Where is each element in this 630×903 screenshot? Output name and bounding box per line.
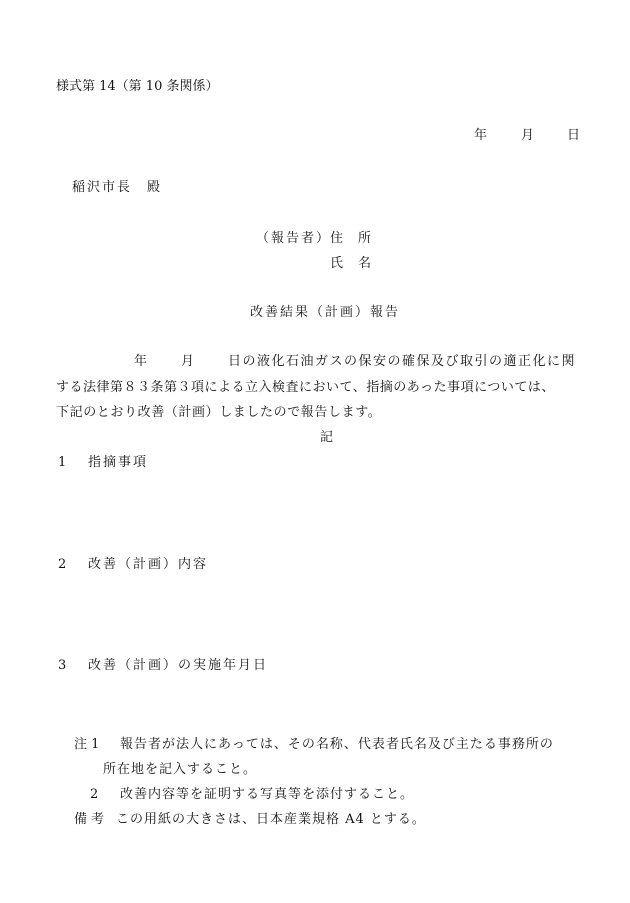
- reporter-address-label: 住 所: [330, 231, 373, 246]
- date-month: 月: [521, 128, 535, 143]
- remarks-label: 備考: [74, 812, 109, 827]
- ki-heading: 記: [320, 430, 334, 445]
- note-1-line1: 報告者が法人にあっては、その名称、代表者氏名及び主たる事務所の: [120, 737, 554, 752]
- date-year: 年: [474, 128, 488, 143]
- note-2-text: 改善内容等を証明する写真等を添付すること。: [120, 787, 415, 802]
- date-day: 日: [567, 128, 581, 143]
- remarks-text: この用紙の大きさは、日本産業規格 A4 とする。: [116, 812, 426, 827]
- document-title: 改善結果（計画）報告: [250, 305, 401, 320]
- body-line3: 下記のとおり改善（計画）しましたので報告します。: [56, 405, 382, 420]
- section-3-label: 改善（計画）の実施年月日: [88, 658, 269, 673]
- reporter-prefix: （報告者）: [256, 231, 332, 246]
- section-3-number: 3: [58, 658, 67, 673]
- section-2-label: 改善（計画）内容: [88, 557, 209, 572]
- note-1-label: 注 1: [74, 737, 100, 752]
- section-2-number: 2: [58, 557, 67, 572]
- addressee: 稲沢市長 殿: [72, 180, 163, 195]
- body-month: 月: [181, 354, 195, 369]
- section-1-number: 1: [58, 455, 67, 470]
- body-year: 年: [134, 354, 148, 369]
- section-1-label: 指摘事項: [88, 455, 149, 470]
- form-number: 様式第 14（第 10 条関係）: [56, 79, 219, 94]
- note-1-line2: 所在地を記入すること。: [103, 762, 258, 777]
- note-2-label: 2: [90, 787, 99, 802]
- reporter-name-label: 氏 名: [330, 256, 373, 271]
- body-line1: 日の液化石油ガスの保安の確保及び取引の適正化に関: [228, 354, 577, 369]
- body-line2: する法律第８３条第３項による立入検査において、指摘のあった事項については、: [56, 380, 555, 395]
